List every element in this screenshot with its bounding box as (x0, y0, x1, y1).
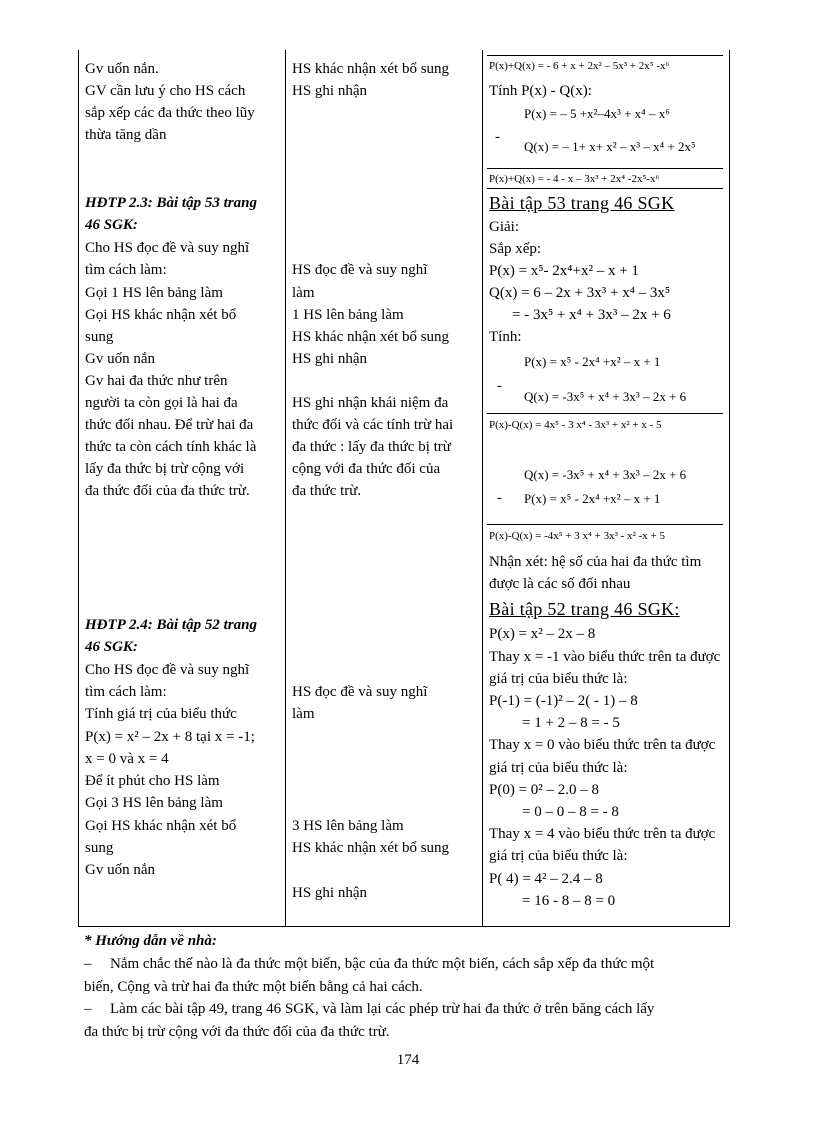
teacher-text: lấy đa thức bị trừ cộng với (85, 461, 245, 477)
board-text: Sắp xếp: (489, 241, 542, 257)
exercise-heading-53: Bài tập 53 trang 46 SGK (489, 193, 675, 213)
sum-rule (487, 188, 723, 189)
student-text: đa thức trừ. (292, 483, 362, 499)
student-text: cộng với đa thức đối của (292, 461, 441, 477)
minus-sign: - (497, 378, 502, 394)
polynomial-result: P(x)-Q(x) = 4x⁵ - 3 x⁴ - 3x³ + x² + x - 5 (489, 419, 662, 431)
teacher-text: P(x) = x² – 2x + 8 tại x = -1; (85, 729, 255, 745)
board-text: giá trị của biểu thức là: (489, 671, 628, 687)
teacher-text: Gọi HS khác nhận xét bổ (85, 307, 237, 323)
student-text: 3 HS lên bảng làm (292, 818, 404, 834)
board-text: Nhận xét: hệ số của hai đa thức tìm (489, 554, 702, 570)
lesson-table (78, 50, 730, 927)
polynomial-line: P(x) = – 5 +x²–4x³ + x⁴ – x⁶ (524, 106, 670, 121)
board-text: Tính P(x) - Q(x): (489, 83, 592, 99)
polynomial-line: Q(x) = -3x⁵ + x⁴ + 3x³ – 2x + 6 (524, 389, 687, 404)
polynomial-result: P(x)-Q(x) = -4x⁵ + 3 x⁴ + 3x³ - x² -x + 5 (489, 530, 665, 542)
homework-text: Nắm chắc thế nào là đa thức một biến, bậc của đa thức một biến, cách sắp xếp đa thức một (110, 956, 655, 972)
sum-rule (487, 524, 723, 525)
student-text: HS khác nhận xét bổ sung (292, 840, 450, 856)
student-text: HS ghi nhận khái niệm đa (292, 395, 449, 411)
homework-item (84, 953, 784, 976)
board-text: Thay x = 0 vào biểu thức trên ta được (489, 737, 716, 753)
teacher-text: Gv uốn nắn. (85, 61, 159, 77)
activity-heading-2-4: 46 SGK: (85, 639, 138, 655)
teacher-text: Gọi 1 HS lên bảng làm (85, 285, 223, 301)
polynomial-result: P(x)+Q(x) = - 4 - x – 3x³ + 2x⁴ -2x⁵-x⁶ (489, 173, 660, 185)
student-text: HS khác nhận xét bổ sung (292, 61, 450, 77)
board-text: giá trị của biểu thức là: (489, 848, 628, 864)
homework-text: đa thức bị trừ cộng với đa thức đối của đa thức trừ. (84, 1024, 390, 1040)
student-text: HS ghi nhận (292, 83, 367, 99)
polynomial-result: P(x)+Q(x) = - 6 + x + 2x² – 5x³ + 2x⁵ -x⁶ (489, 60, 670, 72)
board-text: = 0 – 0 – 8 = - 8 (522, 804, 619, 820)
board-text: Thay x = 4 vào biểu thức trên ta được (489, 826, 716, 842)
teacher-text: Gv uốn nắn (85, 862, 155, 878)
polynomial-line: P(x) = x⁵ - 2x⁴ +x² – x + 1 (524, 491, 661, 506)
teacher-text: tìm cách làm: (85, 262, 167, 278)
polynomial-line: Q(x) = -3x⁵ + x⁴ + 3x³ – 2x + 6 (524, 467, 687, 482)
board-text: giá trị của biểu thức là: (489, 760, 628, 776)
student-text: HS khác nhận xét bổ sung (292, 329, 450, 345)
polynomial-line: = - 3x⁵ + x⁴ + 3x³ – 2x + 6 (512, 307, 671, 323)
student-text: HS ghi nhận (292, 351, 367, 367)
teacher-text: thức ta còn cách tính khác là (85, 439, 257, 455)
homework-item (84, 998, 784, 1021)
board-text: Thay x = -1 vào biểu thức trên ta được (489, 649, 721, 665)
student-text: thức đối và các tính trừ hai (292, 417, 454, 433)
board-text: Tính: (489, 329, 522, 345)
sum-rule (487, 413, 723, 414)
teacher-text: Cho HS đọc đề và suy nghĩ (85, 662, 250, 678)
student-text: HS đọc đề và suy nghĩ (292, 684, 428, 700)
homework-text: Làm các bài tập 49, trang 46 SGK, và làm lại các phép trừ hai đa thức ở trên băng cách lấy (110, 1001, 655, 1017)
board-text: Giải: (489, 219, 519, 235)
board-text: = 16 - 8 – 8 = 0 (522, 893, 616, 909)
teacher-text: GV cần lưu ý cho HS cách (85, 83, 246, 99)
student-text: làm (292, 706, 315, 722)
polynomial-line: P(x) = x⁵ - 2x⁴ +x² – x + 1 (524, 354, 661, 369)
board-text: được là các số đối nhau (489, 576, 631, 592)
teacher-text: thừa tăng dần (85, 127, 167, 143)
teacher-text: sung (85, 840, 114, 856)
minus-sign: - (495, 129, 500, 145)
board-text: P(0) = 0² – 2.0 – 8 (489, 782, 600, 798)
teacher-text: Gv uốn nắn (85, 351, 155, 367)
student-text: HS ghi nhận (292, 885, 367, 901)
sum-rule (487, 55, 723, 56)
page-number: 174 (396, 1052, 420, 1068)
bullet-dash: – (84, 956, 92, 972)
student-text: đa thức : lấy đa thức bị trừ (292, 439, 451, 455)
teacher-text: tìm cách làm: (85, 684, 167, 700)
sum-rule (487, 168, 723, 169)
column-divider (285, 50, 286, 926)
activity-heading-2-3: HĐTP 2.3: Bài tập 53 trang (85, 195, 257, 211)
student-text: HS đọc đề và suy nghĩ (292, 262, 428, 278)
teacher-text: người ta còn gọi là hai đa (85, 395, 238, 411)
bullet-dash: – (84, 1001, 92, 1017)
activity-heading-2-3: 46 SGK: (85, 217, 138, 233)
teacher-text: Gọi HS khác nhận xét bổ (85, 818, 237, 834)
board-text: = 1 + 2 – 8 = - 5 (522, 715, 620, 731)
teacher-text: thức đối nhau. Để trừ hai đa (85, 417, 254, 433)
teacher-text: Tính giá trị của biểu thức (85, 706, 237, 722)
board-text: P(x) = x² – 2x – 8 (489, 626, 596, 642)
polynomial-line: Q(x) = – 1+ x+ x² – x³ – x⁴ + 2x⁵ (524, 139, 696, 154)
homework-title: * Hướng dẫn về nhà: (84, 933, 217, 949)
exercise-heading-52: Bài tập 52 trang 46 SGK: (489, 599, 680, 619)
homework-text: biến, Cộng và trừ hai đa thức một biến bằng cả hai cách. (84, 979, 423, 995)
teacher-text: x = 0 và x = 4 (85, 751, 169, 767)
polynomial-line: Q(x) = 6 – 2x + 3x³ + x⁴ – 3x⁵ (489, 285, 671, 301)
activity-heading-2-4: HĐTP 2.4: Bài tập 52 trang (85, 617, 257, 633)
board-text: P( 4) = 4² – 2.4 – 8 (489, 871, 603, 887)
polynomial-line: P(x) = x⁵- 2x⁴+x² – x + 1 (489, 263, 639, 279)
board-text: P(-1) = (-1)² – 2( - 1) – 8 (489, 693, 638, 709)
column-divider (482, 50, 483, 926)
minus-sign: - (497, 490, 502, 506)
teacher-text: sắp xếp các đa thức theo lũy (85, 105, 255, 121)
teacher-text: Để ít phút cho HS làm (85, 773, 220, 789)
teacher-text: đa thức đối của đa thức trừ. (85, 483, 250, 499)
teacher-text: Gọi 3 HS lên bảng làm (85, 795, 223, 811)
student-text: làm (292, 285, 315, 301)
teacher-text: Cho HS đọc đề và suy nghĩ (85, 240, 250, 256)
teacher-text: Gv hai đa thức như trên (85, 373, 228, 389)
student-text: 1 HS lên bảng làm (292, 307, 404, 323)
teacher-text: sung (85, 329, 114, 345)
